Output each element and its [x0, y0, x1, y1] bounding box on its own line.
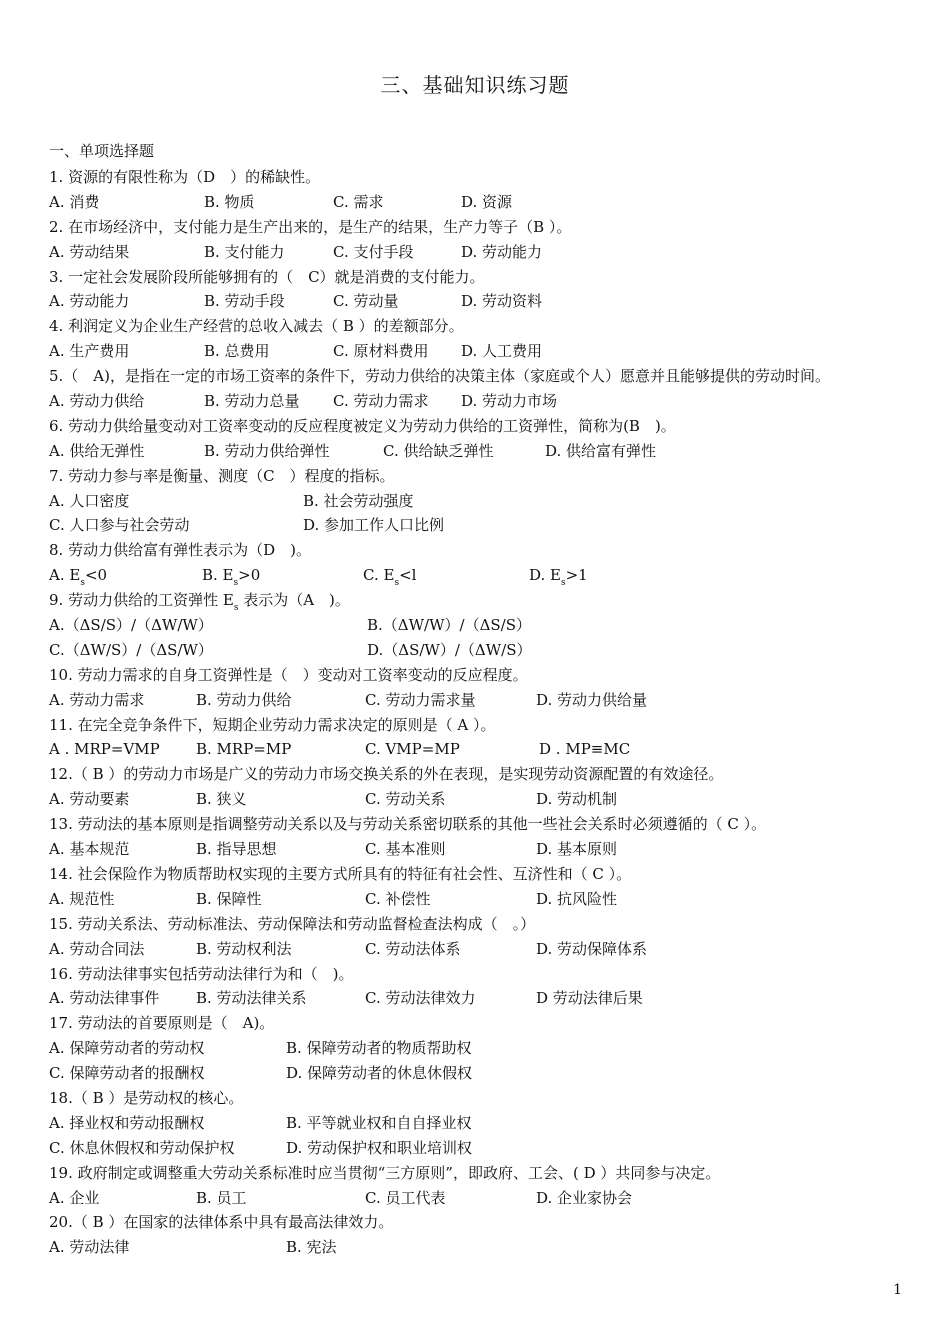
option-d: D. 基本原则 [536, 840, 618, 859]
options-row [49, 986, 929, 1011]
question-5 [49, 364, 929, 389]
question-text: 7. 劳动力参与率是衡量、测度（C ）程度的指标。 [49, 466, 395, 485]
option-d: D. 资源 [461, 192, 513, 211]
option-a: A. 劳动能力 [49, 292, 130, 311]
option-b: B. 劳动力供给弹性 [204, 441, 330, 460]
question-text: 1. 资源的有限性称为（D ）的稀缺性。 [49, 168, 321, 186]
question-text: 3. 一定社会发展阶段所能够拥有的（ C）就是消费的支付能力。 [49, 267, 485, 286]
section-heading: 一、单项选择题 [49, 142, 155, 160]
options-row [49, 1186, 929, 1211]
option-b: B. 劳动法律关系 [196, 989, 307, 1008]
question-13 [49, 812, 929, 837]
question-text: 6. 劳动力供给量变动对工资率变动的反应程度被定义为劳动力供给的工资弹性，简称为(B )。 [49, 416, 676, 435]
option-c: C. 劳动关系 [365, 790, 446, 809]
option-d: D. 劳动资料 [461, 292, 543, 311]
option-c: C. 劳动量 [333, 292, 399, 311]
question-8 [49, 538, 929, 563]
options-row [49, 613, 929, 638]
option-c: C. 基本准则 [365, 840, 446, 859]
option-b: B. 社会劳动强度 [303, 491, 414, 510]
options-row [49, 887, 929, 912]
option-d: D. 劳动保护权和职业培训权 [286, 1138, 473, 1157]
question-text: 11. 在完全竞争条件下，短期企业劳动力需求决定的原则是（ A ）。 [49, 715, 496, 734]
options-row [49, 688, 929, 713]
option-a: A.（ΔS/S）/（ΔW/W） [49, 616, 213, 635]
option-b: B. 总费用 [204, 342, 270, 361]
option-b: B. 狭义 [196, 790, 247, 809]
option-a: A. 人口密度 [49, 491, 130, 510]
options-row [49, 937, 929, 962]
option-c: C. 人口参与社会劳动 [49, 516, 190, 535]
question-text: 9. 劳动力供给的工资弹性 $E_s$ 表示为（A )。 [49, 591, 350, 614]
options-row [49, 513, 929, 538]
options-row [49, 737, 929, 762]
options-row [49, 1136, 929, 1161]
options-row [49, 837, 929, 862]
option-a: A. 劳动结果 [49, 242, 130, 261]
option-d: D . MP≡MC [539, 740, 631, 759]
options-row [49, 563, 929, 588]
option-b: B. MRP=MP [196, 740, 292, 759]
option-a: A. 保障劳动者的劳动权 [49, 1039, 205, 1058]
option-d: D. 抗风险性 [536, 889, 618, 908]
option-a: A. 劳动力供给 [49, 392, 145, 411]
question-12 [49, 762, 929, 787]
question-text: 14. 社会保险作为物质帮助权实现的主要方式所具有的特征有社会性、互济性和（ C ）。 [49, 864, 632, 883]
options-row [49, 1036, 929, 1061]
question-16 [49, 962, 929, 987]
option-b: B. 保障劳动者的物质帮助权 [286, 1039, 472, 1058]
page-number: 1 [893, 1282, 902, 1298]
option-d: D. 人工费用 [461, 342, 543, 361]
page-title: 三、基础知识练习题 [380, 73, 570, 97]
option-b: B. 劳动力供给 [196, 690, 292, 709]
option-d: D 劳动法律后果 [536, 989, 643, 1008]
option-a: A. 劳动要素 [49, 790, 130, 809]
option-c: C. 劳动力需求 [333, 392, 429, 411]
option-a: A. 劳动法律事件 [49, 989, 160, 1008]
options-row [49, 489, 929, 514]
option-c: C. 供给缺乏弹性 [383, 441, 494, 460]
options-row [49, 787, 929, 812]
options-row [49, 389, 929, 414]
option-a: A. 生产费用 [49, 342, 130, 361]
option-c: C.（ΔW/S）/（ΔS/W） [49, 640, 213, 659]
option-c: C. 保障劳动者的报酬权 [49, 1064, 205, 1083]
question-text: 20.（ B ）在国家的法律体系中具有最高法律效力。 [49, 1213, 394, 1232]
question-text: 2. 在市场经济中，支付能力是生产出来的，是生产的结果，生产力等子（B ）。 [49, 217, 572, 236]
question-7 [49, 464, 929, 489]
option-d: D. 劳动保障体系 [536, 939, 648, 958]
option-a: A. 规范性 [49, 889, 115, 908]
question-11 [49, 713, 929, 738]
question-text: 17. 劳动法的首要原则是（ A)。 [49, 1014, 275, 1033]
option-a: A. 基本规范 [49, 840, 130, 859]
option-c: C. 原材料费用 [333, 342, 429, 361]
option-a: A. $E_s<0$ [49, 566, 108, 589]
question-17 [49, 1011, 929, 1036]
options-row [49, 289, 929, 314]
option-c: C. VMP=MP [365, 740, 460, 759]
question-18 [49, 1086, 929, 1111]
question-1 [49, 165, 929, 190]
question-4 [49, 314, 929, 339]
subscript: s [560, 578, 566, 589]
option-b: B. 物质 [204, 192, 255, 211]
option-a: A. 供给无弹性 [49, 441, 145, 460]
option-c: C. 员工代表 [365, 1188, 446, 1207]
option-c: C. 需求 [333, 192, 384, 211]
subscript: s [233, 603, 239, 614]
option-d: D. 劳动力供给量 [536, 690, 648, 709]
subscript: s [394, 578, 400, 589]
question-15 [49, 912, 929, 937]
question-text: 16. 劳动法律事实包括劳动法律行为和（ )。 [49, 964, 354, 983]
options-row [49, 1061, 929, 1086]
question-text: 8. 劳动力供给富有弹性表示为（D )。 [49, 541, 311, 560]
option-c: C. 劳动法律效力 [365, 989, 476, 1008]
option-b: B. 宪法 [286, 1238, 337, 1257]
option-b: B. 劳动手段 [204, 292, 285, 311]
option-b: B.（ΔW/W）/（ΔS/S） [367, 616, 532, 635]
question-3 [49, 265, 929, 290]
option-a: A. 劳动力需求 [49, 690, 145, 709]
question-text: 13. 劳动法的基本原则是指调整劳动关系以及与劳动关系密切联系的其他一些社会关系时必须遵循的（ C ）。 [49, 815, 767, 834]
option-b: B. $E_s>0$ [202, 566, 261, 589]
option-c: C. $E_s<l$ [363, 566, 417, 589]
question-text: 10. 劳动力需求的自身工资弹性是（ ）变动对工资率变动的反应程度。 [49, 665, 528, 684]
option-b: B. 保障性 [196, 889, 262, 908]
option-a: A. 劳动法律 [49, 1238, 130, 1257]
option-a: A . MRP=VMP [49, 740, 160, 759]
option-d: D. 保障劳动者的休息休假权 [286, 1064, 473, 1083]
option-b: B. 员工 [196, 1188, 247, 1207]
question-9 [49, 588, 929, 613]
question-10 [49, 663, 929, 688]
question-list [49, 165, 929, 1260]
option-a: A. 择业权和劳动报酬权 [49, 1113, 205, 1132]
option-a: A. 企业 [49, 1188, 100, 1207]
question-20 [49, 1210, 929, 1235]
option-d: D. 参加工作人口比例 [303, 516, 445, 535]
question-text: 15. 劳动关系法、劳动标准法、劳动保障法和劳动监督检查法构成（ 。） [49, 914, 536, 933]
option-b: B. 平等就业权和自自择业权 [286, 1113, 472, 1132]
option-d: D. $E_s>1$ [529, 566, 588, 589]
option-a: A. 劳动合同法 [49, 939, 145, 958]
subscript: s [233, 578, 239, 589]
option-a: A. 消费 [49, 192, 100, 211]
options-row [49, 638, 929, 663]
question-2 [49, 215, 929, 240]
option-d: D. 供给富有弹性 [545, 441, 657, 460]
option-b: B. 劳动力总量 [204, 392, 300, 411]
option-c: C. 休息休假权和劳动保护权 [49, 1138, 235, 1157]
options-row [49, 1111, 929, 1136]
question-14 [49, 862, 929, 887]
option-c: C. 支付手段 [333, 242, 414, 261]
option-d: D. 劳动能力 [461, 242, 543, 261]
question-6 [49, 414, 929, 439]
options-row [49, 1235, 929, 1260]
options-row [49, 339, 929, 364]
options-row [49, 240, 929, 265]
option-b: B. 劳动权利法 [196, 939, 292, 958]
question-text: 5.（ A)，是指在一定的市场工资率的条件下，劳动力供给的决策主体（家庭或个人）愿意并且能够提供的劳动时间。 [49, 367, 831, 386]
option-c: C. 劳动力需求量 [365, 690, 476, 709]
option-d: D. 劳动机制 [536, 790, 618, 809]
option-d: D.（ΔS/W）/（ΔW/S） [367, 640, 532, 659]
question-text: 4. 利润定义为企业生产经营的总收入减去（ B ）的差额部分。 [49, 317, 464, 336]
question-text: 19. 政府制定或调整重大劳动关系标准时应当贯彻“三方原则”，即政府、工会、( D ）共同参与决定。 [49, 1163, 721, 1182]
options-row [49, 439, 929, 464]
option-c: C. 劳动法体系 [365, 939, 461, 958]
options-row [49, 190, 929, 215]
subscript: s [80, 578, 85, 589]
option-c: C. 补偿性 [365, 889, 431, 908]
option-d: D. 劳动力市场 [461, 392, 558, 411]
question-text: 18.（ B ）是劳动权的核心。 [49, 1088, 244, 1107]
option-b: B. 支付能力 [204, 242, 285, 261]
question-19 [49, 1161, 929, 1186]
option-d: D. 企业家协会 [536, 1188, 633, 1207]
option-b: B. 指导思想 [196, 840, 277, 859]
question-text: 12.（ B ）的劳动力市场是广义的劳动力市场交换关系的外在表现，是实现劳动资源配置的有效途径。 [49, 765, 724, 784]
